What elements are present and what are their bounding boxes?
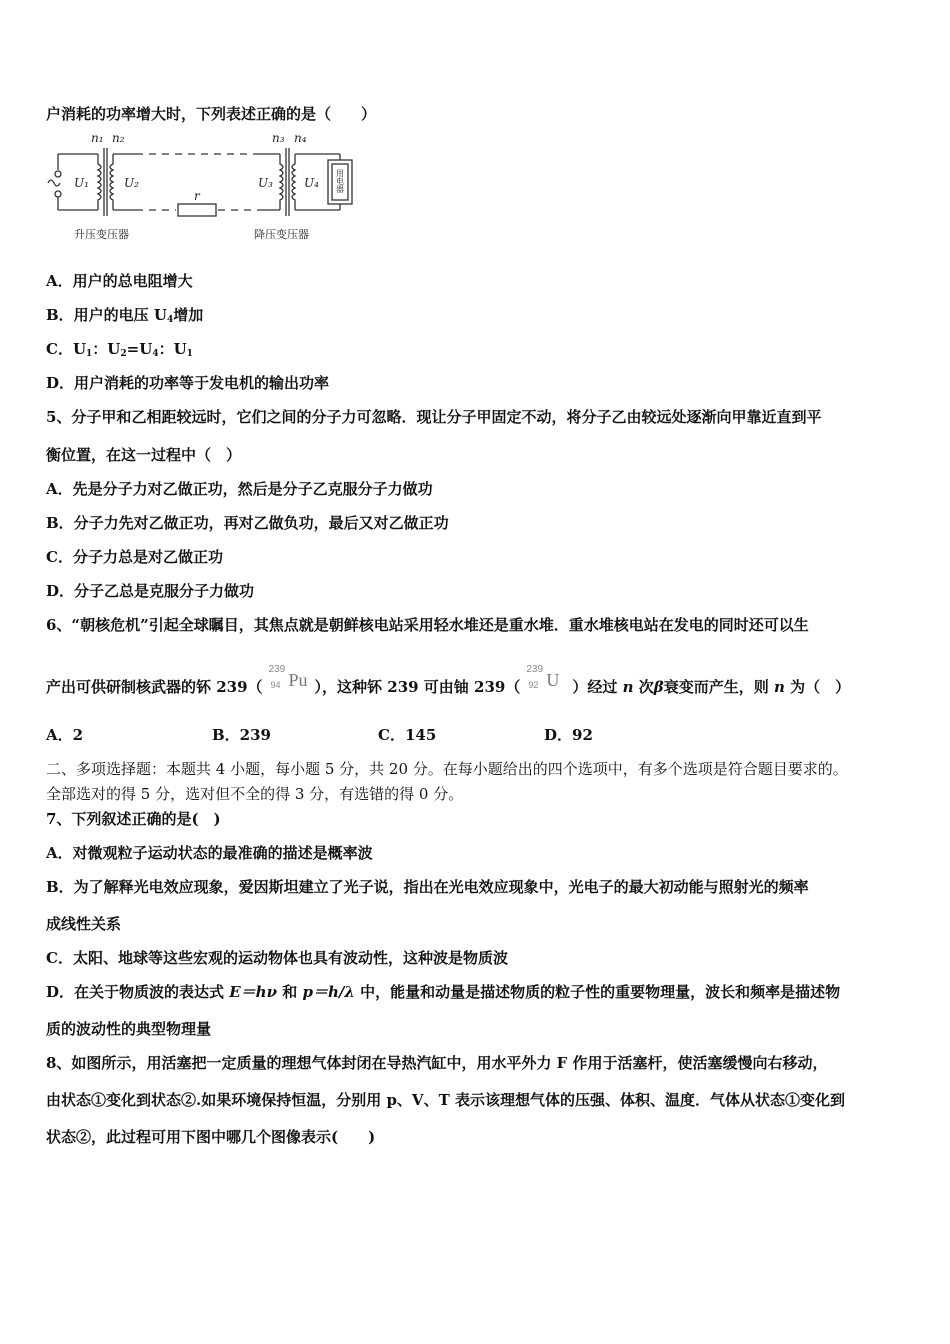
q5-stem-line2: 衡位置，在这一过程中（ ） (46, 446, 242, 464)
label-u2: U₂ (124, 176, 139, 190)
q7-option-d-line1: D．在关于物质波的表达式 E＝hν 和 p＝h/λ 中，能量和动量是描述物质的粒子性的重要物理量，波长和频率是描述物 (46, 983, 841, 1001)
q6-option-c: C．145 (378, 726, 437, 744)
q6-stem-line1: 6、“朝核危机”引起全球瞩目，其焦点就是朝鲜核电站采用轻水堆还是重水堆．重水堆核电站在发电的同时还可以生 (46, 616, 809, 634)
label-n1: n₁ (91, 131, 104, 145)
section2-heading-line2: 全部选对的得 5 分，选对但不全的得 3 分，有选错的得 0 分。 (46, 785, 464, 803)
q4-option-a: A．用户的总电阻增大 (46, 272, 193, 290)
label-n4: n₄ (294, 131, 307, 145)
q8-stem-line2: 由状态①变化到状态②.如果环境保持恒温，分别用 p、V、T 表示该理想气体的压强、体积、温度．气体从状态①变化到 (46, 1091, 845, 1109)
label-u4: U₄ (304, 176, 319, 190)
q4-option-b: B．用户的电压 $U_4$增加 (46, 306, 204, 325)
label-u1: U₁ (74, 176, 89, 190)
q6-option-d: D．92 (544, 726, 593, 744)
q6-option-b: B．239 (212, 726, 271, 744)
q5-option-d: D．分子乙总是克服分子力做功 (46, 582, 255, 600)
label-n2: n₂ (112, 131, 125, 145)
q4-option-c: C．$U_1$：$U_2=U_4$：$U_1$ (46, 340, 193, 359)
q5-stem-line1: 5、分子甲和乙相距较远时，它们之间的分子力可忽略．现让分子甲固定不动，将分子乙由较远处逐渐向甲靠近直到平 (46, 408, 822, 426)
load-label: 用电器 (335, 169, 345, 193)
q7-option-b-line2: 成线性关系 (46, 915, 122, 933)
q4-intro: 户消耗的功率增大时，下列表述正确的是（ ） (46, 105, 377, 123)
q6-option-a: A．2 (46, 726, 84, 744)
q7-option-a: A．对微观粒子运动状态的最准确的描述是概率波 (46, 844, 373, 862)
q7-option-d-line2: 质的波动性的典型物理量 (46, 1020, 212, 1038)
label-u3: U₃ (258, 176, 273, 190)
q4-option-d: D．用户消耗的功率等于发电机的输出功率 (46, 374, 330, 392)
q6-stem-line2: 产出可供研制核武器的钚 239（ 239 94 Pu ），这种钚 239 可由铀 239（ 239 92 U ）经过 n 次β衰变而产生，则 n 为（ ） (46, 664, 851, 696)
q5-option-b: B．分子力先对乙做正功，再对乙做负功，最后又对乙做正功 (46, 514, 449, 532)
q8-stem-line3: 状态②，此过程可用下图中哪几个图像表示( ) (46, 1128, 376, 1146)
q5-option-c: C．分子力总是对乙做正功 (46, 548, 223, 566)
uranium-isotope: 239 92 U (526, 664, 560, 690)
q7-stem: 7、下列叙述正确的是( ) (46, 810, 221, 828)
section2-heading-line1: 二、多项选择题：本题共 4 小题，每小题 5 分，共 20 分。在每小题给出的四个选项中，有多个选项是符合题目要求的。 (46, 760, 848, 778)
label-n3: n₃ (272, 131, 285, 145)
step-up-label: 升压变压器 (74, 228, 129, 241)
q7-option-c: C．太阳、地球等这些宏观的运动物体也具有波动性，这种波是物质波 (46, 949, 508, 967)
q5-option-a: A．先是分子力对乙做正功，然后是分子乙克服分子力做功 (46, 480, 433, 498)
q8-stem-line1: 8、如图所示，用活塞把一定质量的理想气体封闭在导热汽缸中，用水平外力 F 作用于活塞杆，使活塞缓慢向右移动， (46, 1054, 828, 1072)
step-down-label: 降压变压器 (254, 228, 309, 241)
transformer-circuit-figure (44, 128, 364, 246)
plutonium-isotope: 239 94 Pu (268, 664, 308, 690)
q7-option-b-line1: B．为了解释光电效应现象，爱因斯坦建立了光子说，指出在光电效应现象中，光电子的最大初动能与照射光的频率 (46, 878, 809, 896)
label-r: r (194, 189, 200, 203)
